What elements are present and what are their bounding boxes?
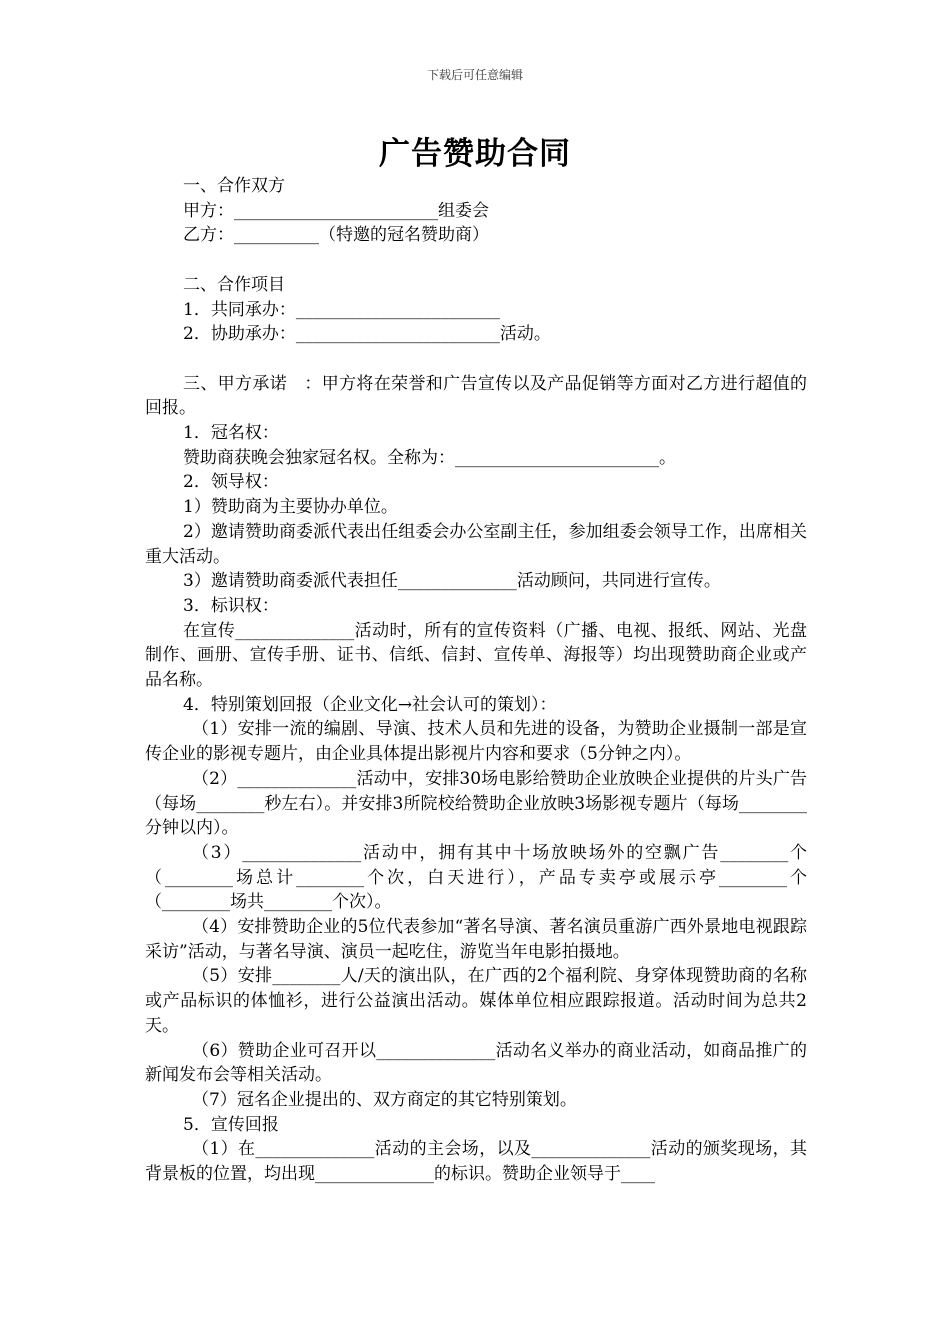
section-heading: 三、甲方承诺 ：甲方将在荣誉和广告宣传以及产品促销等方面对乙方进行超值的回报。 (145, 373, 807, 419)
clause-text: 2）邀请赞助商委派代表出任组委会办公室副主任，参加组委会领导工作，出席相关重大活动。 (145, 521, 807, 567)
clause-heading: 1．冠名权： (183, 423, 279, 443)
clause-heading: 3．标识权： (183, 595, 279, 616)
clause-text: 3）邀请赞助商委派代表担任______________活动顾问，共同进行宣传。 (183, 571, 721, 592)
party-a-line: 甲方：________________________组委会 (183, 200, 489, 221)
clause-text: 在宣传______________活动时，所有的宣传资料（广播、电视、报纸、网站、光盘制作、画册、宣传手册、证书、信纸、信封、宣传单、海报等）均出现赞助商企业或产品名称。 (145, 620, 807, 691)
header-note: 下载后可任意编辑 (426, 68, 523, 82)
clause-text: 1）赞助商为主要协办单位。 (183, 497, 398, 518)
clause-heading: 5．宣传回报 (183, 1114, 279, 1135)
clause-text: （2）______________活动中，安排30场电影给赞助企业放映企业提供的片头广告（每场________秒左右）。并安排3所院校给赞助企业放映3场影视专题片（每场________分钟以内）。 (145, 768, 807, 839)
clause-text: （6）赞助企业可召开以______________活动名义举办的商业活动，如商品推广的新闻发布会等相关活动。 (145, 1040, 807, 1086)
party-b-line: 乙方：__________（特邀的冠名赞助商） (183, 225, 489, 246)
spacer (145, 347, 807, 372)
project-item: 2．协助承办：________________________活动。 (183, 324, 551, 345)
clause-heading: 2．领导权： (183, 472, 279, 493)
clause-text: （7）冠名企业提出的、双方商定的其它特别策划。 (192, 1089, 577, 1110)
clause-text: （1）在______________活动的主会场，以及______________活动的颁奖现场，其背景板的位置，均出现______________的标识。赞助企业领导于____ (145, 1139, 807, 1185)
clause-heading: 4．特别策划回报（企业文化→社会认可的策划）： (183, 694, 557, 715)
project-item: 1．共同承办：________________________ (183, 299, 500, 320)
clause-text: （3）______________活动中，拥有其中十场放映场外的空飘广告________个（________场总计________个次，白天进行），产品专卖亭或展示亭________个（________场共________个次）。 (145, 842, 807, 913)
contract-body (145, 174, 807, 1187)
clause-text: 赞助商获晚会独家冠名权。全称为：________________________。 (183, 447, 676, 468)
clause-text: （5）安排________人/天的演出队，在广西的2个福利院、身穿体现赞助商的名称或产品标识的体恤衫，进行公益演出活动。媒体单位相应跟踪报道。活动时间为总共2天。 (145, 966, 807, 1036)
document-title: 广告赞助合同 (379, 136, 571, 172)
section-heading: 一、合作双方 (183, 176, 285, 196)
spacer (145, 248, 807, 273)
section-heading: 二、合作项目 (183, 274, 285, 295)
clause-text: （1）安排一流的编剧、导演、技术人员和先进的设备，为赞助企业摄制一部是宣传企业的影视专题片，由企业具体提出影视片内容和要求（5分钟之内）。 (145, 719, 807, 765)
clause-text: （4）安排赞助企业的5位代表参加“著名导演、著名演员重游广西外景地电视跟踪采访”活动，与著名导演、演员一起吃住，游览当年电影拍摄地。 (145, 917, 807, 962)
